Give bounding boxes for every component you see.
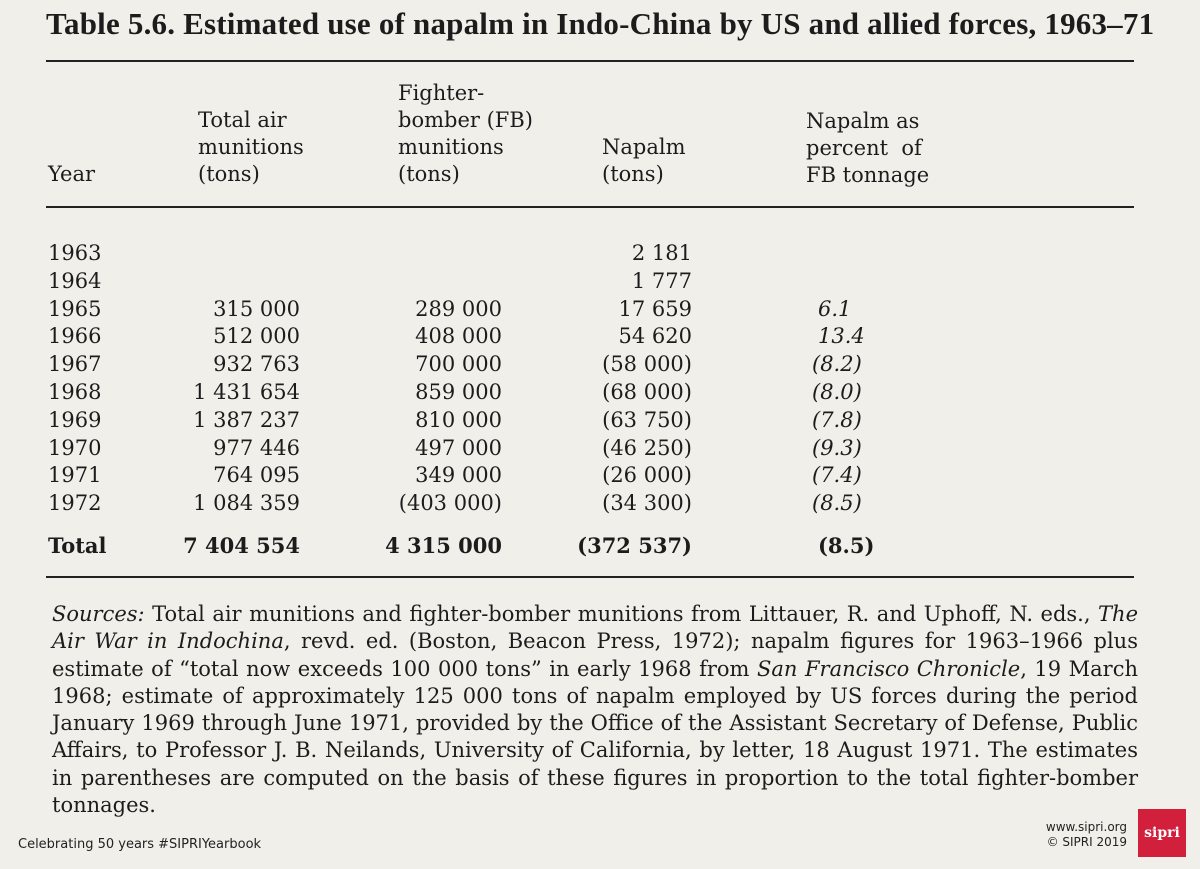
header-line: munitions — [198, 135, 304, 159]
header-line: percent of — [806, 136, 922, 160]
header-line: Total air — [198, 108, 287, 132]
cell-napalm: 17 659 — [618, 296, 692, 321]
newspaper-title: San Francisco Chronicle — [757, 656, 1021, 681]
cell-year: 1966 — [48, 324, 102, 349]
cell-percent: 6.1 — [818, 296, 852, 321]
cell-year: 1970 — [48, 435, 102, 460]
cell-year: 1965 — [48, 296, 102, 321]
header-line: FB tonnage — [806, 163, 930, 187]
header-percent — [806, 108, 929, 189]
cell-napalm: (26 000) — [602, 463, 692, 488]
header-line: (tons) — [198, 162, 260, 186]
cell-fb: 349 000 — [415, 463, 502, 488]
header-line: Fighter- — [398, 81, 485, 105]
cell-fb: 497 000 — [415, 435, 502, 460]
cell-total-air: 764 095 — [213, 463, 300, 488]
cell-napalm: 2 181 — [631, 241, 692, 265]
footer-copyright: © SIPRI 2019 — [1046, 835, 1127, 849]
header-line: Napalm — [602, 135, 686, 159]
sources-text: , 19 March 1968; estimate of approximately 125 000 tons of napalm employed by US forces during the period January 1969 through June 1971, provided by the Office of the Assistant Secretary of Defense, Public Affairs, to Professor J. B. Neilands, University of California, by letter, 18 August 1971. The estimates in parentheses are computed on the basis of these figures in proportion to the total fighter-bomber tonnages. — [52, 656, 1139, 818]
header-fb-munitions — [398, 80, 533, 188]
cell-percent: (8.2) — [812, 352, 862, 377]
header-line: bomber (FB) — [398, 108, 533, 132]
cell-total-air: 512 000 — [213, 324, 300, 349]
cell-year: 1964 — [48, 268, 102, 293]
cell-napalm: (46 250) — [602, 435, 692, 460]
cell-total-air: 932 763 — [213, 352, 300, 377]
header-line: Napalm as — [806, 109, 920, 133]
cell-year: 1968 — [48, 380, 102, 404]
cell-napalm: 1 777 — [631, 268, 692, 293]
cell-total-air: 315 000 — [213, 296, 300, 321]
book-title: The Air War in Indochina — [52, 602, 1138, 654]
footer-credits — [1046, 820, 1127, 850]
header-line: (tons) — [398, 162, 460, 186]
header-line: munitions — [398, 135, 504, 159]
sipri-logo: sipri — [1138, 809, 1186, 857]
total-fb-munitions: 4 315 000 — [385, 533, 502, 558]
cell-fb: 810 000 — [415, 407, 502, 432]
cell-total-air: 1 387 237 — [193, 407, 300, 432]
cell-napalm: (34 300) — [602, 491, 692, 516]
cell-total-air: 1 084 359 — [193, 491, 300, 516]
cell-percent: (9.3) — [812, 435, 862, 460]
sources-label: Sources: — [52, 602, 145, 626]
top-rule — [46, 60, 1134, 62]
total-label: Total — [48, 533, 107, 558]
total-percent: (8.5) — [818, 533, 875, 558]
header-line: (tons) — [602, 162, 664, 186]
header-year — [48, 161, 95, 188]
cell-napalm: (63 750) — [602, 407, 692, 432]
cell-year: 1972 — [48, 491, 102, 516]
cell-percent: (7.8) — [812, 407, 862, 432]
sources-note — [52, 601, 1138, 819]
header-total-air — [198, 107, 304, 188]
cell-napalm: 54 620 — [618, 324, 692, 349]
cell-percent: (7.4) — [812, 463, 862, 488]
cell-year: 1963 — [48, 241, 102, 265]
cell-fb: (403 000) — [398, 491, 502, 516]
bottom-rule — [46, 576, 1134, 578]
header-year-line: Year — [48, 162, 96, 186]
header-napalm — [602, 134, 686, 188]
footer-url[interactable]: www.sipri.org — [1045, 820, 1127, 834]
sources-text: Total air munitions and fighter-bomber munitions from Littauer, R. and Uphoff, N. eds., — [144, 602, 1099, 626]
table-title: Table 5.6. Estimated use of napalm in Indo-China by US and allied forces, 1963–71 — [46, 6, 1155, 41]
total-napalm: (372 537) — [577, 533, 692, 558]
header-rule — [46, 206, 1134, 208]
cell-percent: 13.4 — [818, 324, 865, 349]
sources-text: , revd. ed. (Boston, Beacon Press, 1972); napalm figures for 1963–1966 plus estimate of “total now exceeds 100 000 tons” in early 1968 from — [52, 629, 1138, 681]
cell-year: 1971 — [48, 463, 102, 488]
cell-fb: 408 000 — [415, 324, 502, 349]
cell-napalm: (58 000) — [602, 352, 692, 377]
footer-hashtag: Celebrating 50 years #SIPRIYearbook — [18, 837, 262, 852]
cell-total-air: 1 431 654 — [193, 380, 300, 404]
cell-percent: (8.5) — [812, 491, 862, 516]
cell-fb: 700 000 — [415, 352, 502, 377]
cell-year: 1969 — [48, 407, 102, 432]
cell-percent: (8.0) — [812, 380, 862, 404]
cell-total-air: 977 446 — [213, 435, 300, 460]
cell-napalm: (68 000) — [602, 380, 692, 404]
total-air-munitions: 7 404 554 — [183, 533, 300, 558]
cell-year: 1967 — [48, 352, 102, 377]
cell-fb: 289 000 — [415, 296, 502, 321]
cell-fb: 859 000 — [415, 380, 502, 404]
